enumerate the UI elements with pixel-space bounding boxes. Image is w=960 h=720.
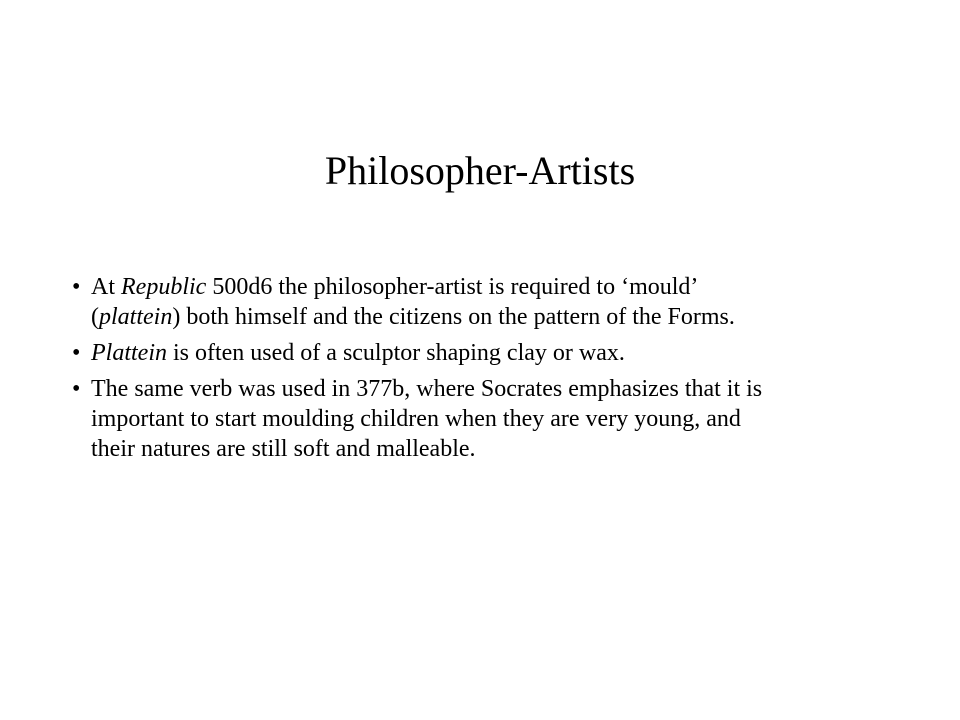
- bullet-line: [91, 434, 892, 464]
- text-run: At: [91, 274, 121, 300]
- italic-term: Plattein: [91, 340, 167, 366]
- text-run: ) both himself and the citizens on the pattern of the Forms.: [172, 304, 735, 330]
- italic-term: Republic: [121, 274, 207, 300]
- slide-title: Philosopher-Artists: [324, 148, 636, 193]
- bullet-line: [91, 374, 892, 404]
- bullet-dot-icon: •: [72, 274, 81, 300]
- bullet-item: [72, 374, 892, 464]
- bullet-list: [72, 272, 892, 470]
- bullet-line: [91, 404, 892, 434]
- text-run: important to start moulding children when they are very young, and: [91, 406, 741, 432]
- text-run: is often used of a sculptor shaping clay or wax.: [166, 340, 625, 366]
- bullet-dot-icon: •: [72, 376, 81, 402]
- bullet-line: [91, 272, 892, 302]
- italic-term: plattein: [99, 304, 173, 330]
- text-run: The same verb was used in 377b, where Socrates emphasizes that it is: [91, 376, 763, 402]
- text-run: 500d6 the philosopher-artist is required to ‘mould’: [206, 274, 699, 300]
- text-run: (: [91, 304, 99, 330]
- bullet-line: [91, 338, 892, 368]
- text-run: their natures are still soft and malleable.: [91, 436, 476, 462]
- bullet-dot-icon: •: [72, 340, 81, 366]
- bullet-item: [72, 272, 892, 332]
- bullet-line: [91, 302, 892, 332]
- bullet-item: [72, 338, 892, 368]
